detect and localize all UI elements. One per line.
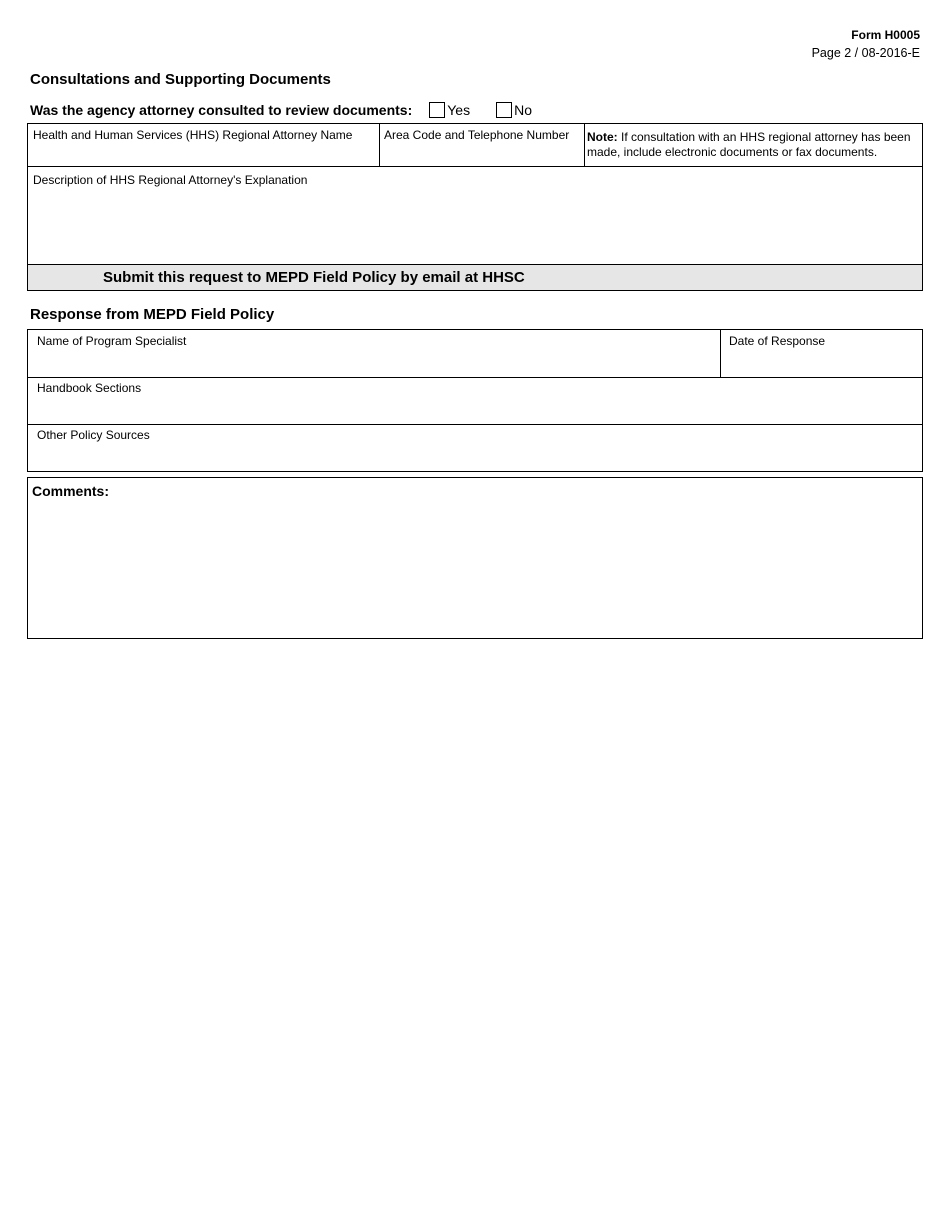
yes-label: Yes	[447, 102, 471, 118]
consultation-table	[27, 123, 923, 291]
note-text: If consultation with an HHS regional attorney has been made, include electronic documents or fax documents.	[587, 130, 911, 159]
attorney-name-label: Health and Human Services (HHS) Regional Attorney Name	[33, 128, 353, 142]
handbook-sections-label: Handbook Sections	[37, 381, 142, 395]
other-policy-sources-field[interactable]	[28, 425, 922, 471]
no-option[interactable]	[496, 102, 532, 118]
handbook-sections-field[interactable]	[28, 378, 922, 424]
date-of-response-label: Date of Response	[729, 334, 826, 348]
attorney-consulted-question-text: Was the agency attorney consulted to review documents:	[30, 102, 413, 118]
description-field[interactable]	[28, 167, 922, 264]
description-label: Description of HHS Regional Attorney's Explanation	[33, 173, 308, 187]
note-bold-label: Note:	[587, 130, 618, 144]
comments-label: Comments:	[32, 483, 110, 499]
no-checkbox[interactable]	[496, 102, 512, 118]
program-specialist-field[interactable]	[28, 330, 720, 377]
attorney-name-field[interactable]	[28, 124, 379, 166]
other-policy-sources-label: Other Policy Sources	[37, 428, 150, 442]
attorney-consulted-question	[30, 100, 558, 120]
divider	[584, 124, 585, 166]
form-id: Form H0005	[851, 28, 920, 42]
page-info: Page 2 / 08-2016-E	[811, 46, 920, 60]
attorney-note	[587, 130, 923, 160]
consultations-section-title: Consultations and Supporting Documents	[30, 71, 331, 88]
no-label: No	[514, 102, 532, 118]
yes-option[interactable]	[429, 102, 470, 118]
program-specialist-label: Name of Program Specialist	[37, 334, 187, 348]
form-header	[812, 28, 920, 62]
response-section-title: Response from MEPD Field Policy	[30, 306, 275, 323]
phone-label: Area Code and Telephone Number	[384, 128, 570, 142]
response-table	[27, 329, 923, 472]
phone-field[interactable]	[380, 124, 584, 166]
yes-checkbox[interactable]	[429, 102, 445, 118]
submit-instruction-band: Submit this request to MEPD Field Policy by email at HHSC	[28, 264, 922, 290]
date-of-response-field[interactable]	[721, 330, 922, 377]
comments-field[interactable]	[27, 477, 923, 639]
